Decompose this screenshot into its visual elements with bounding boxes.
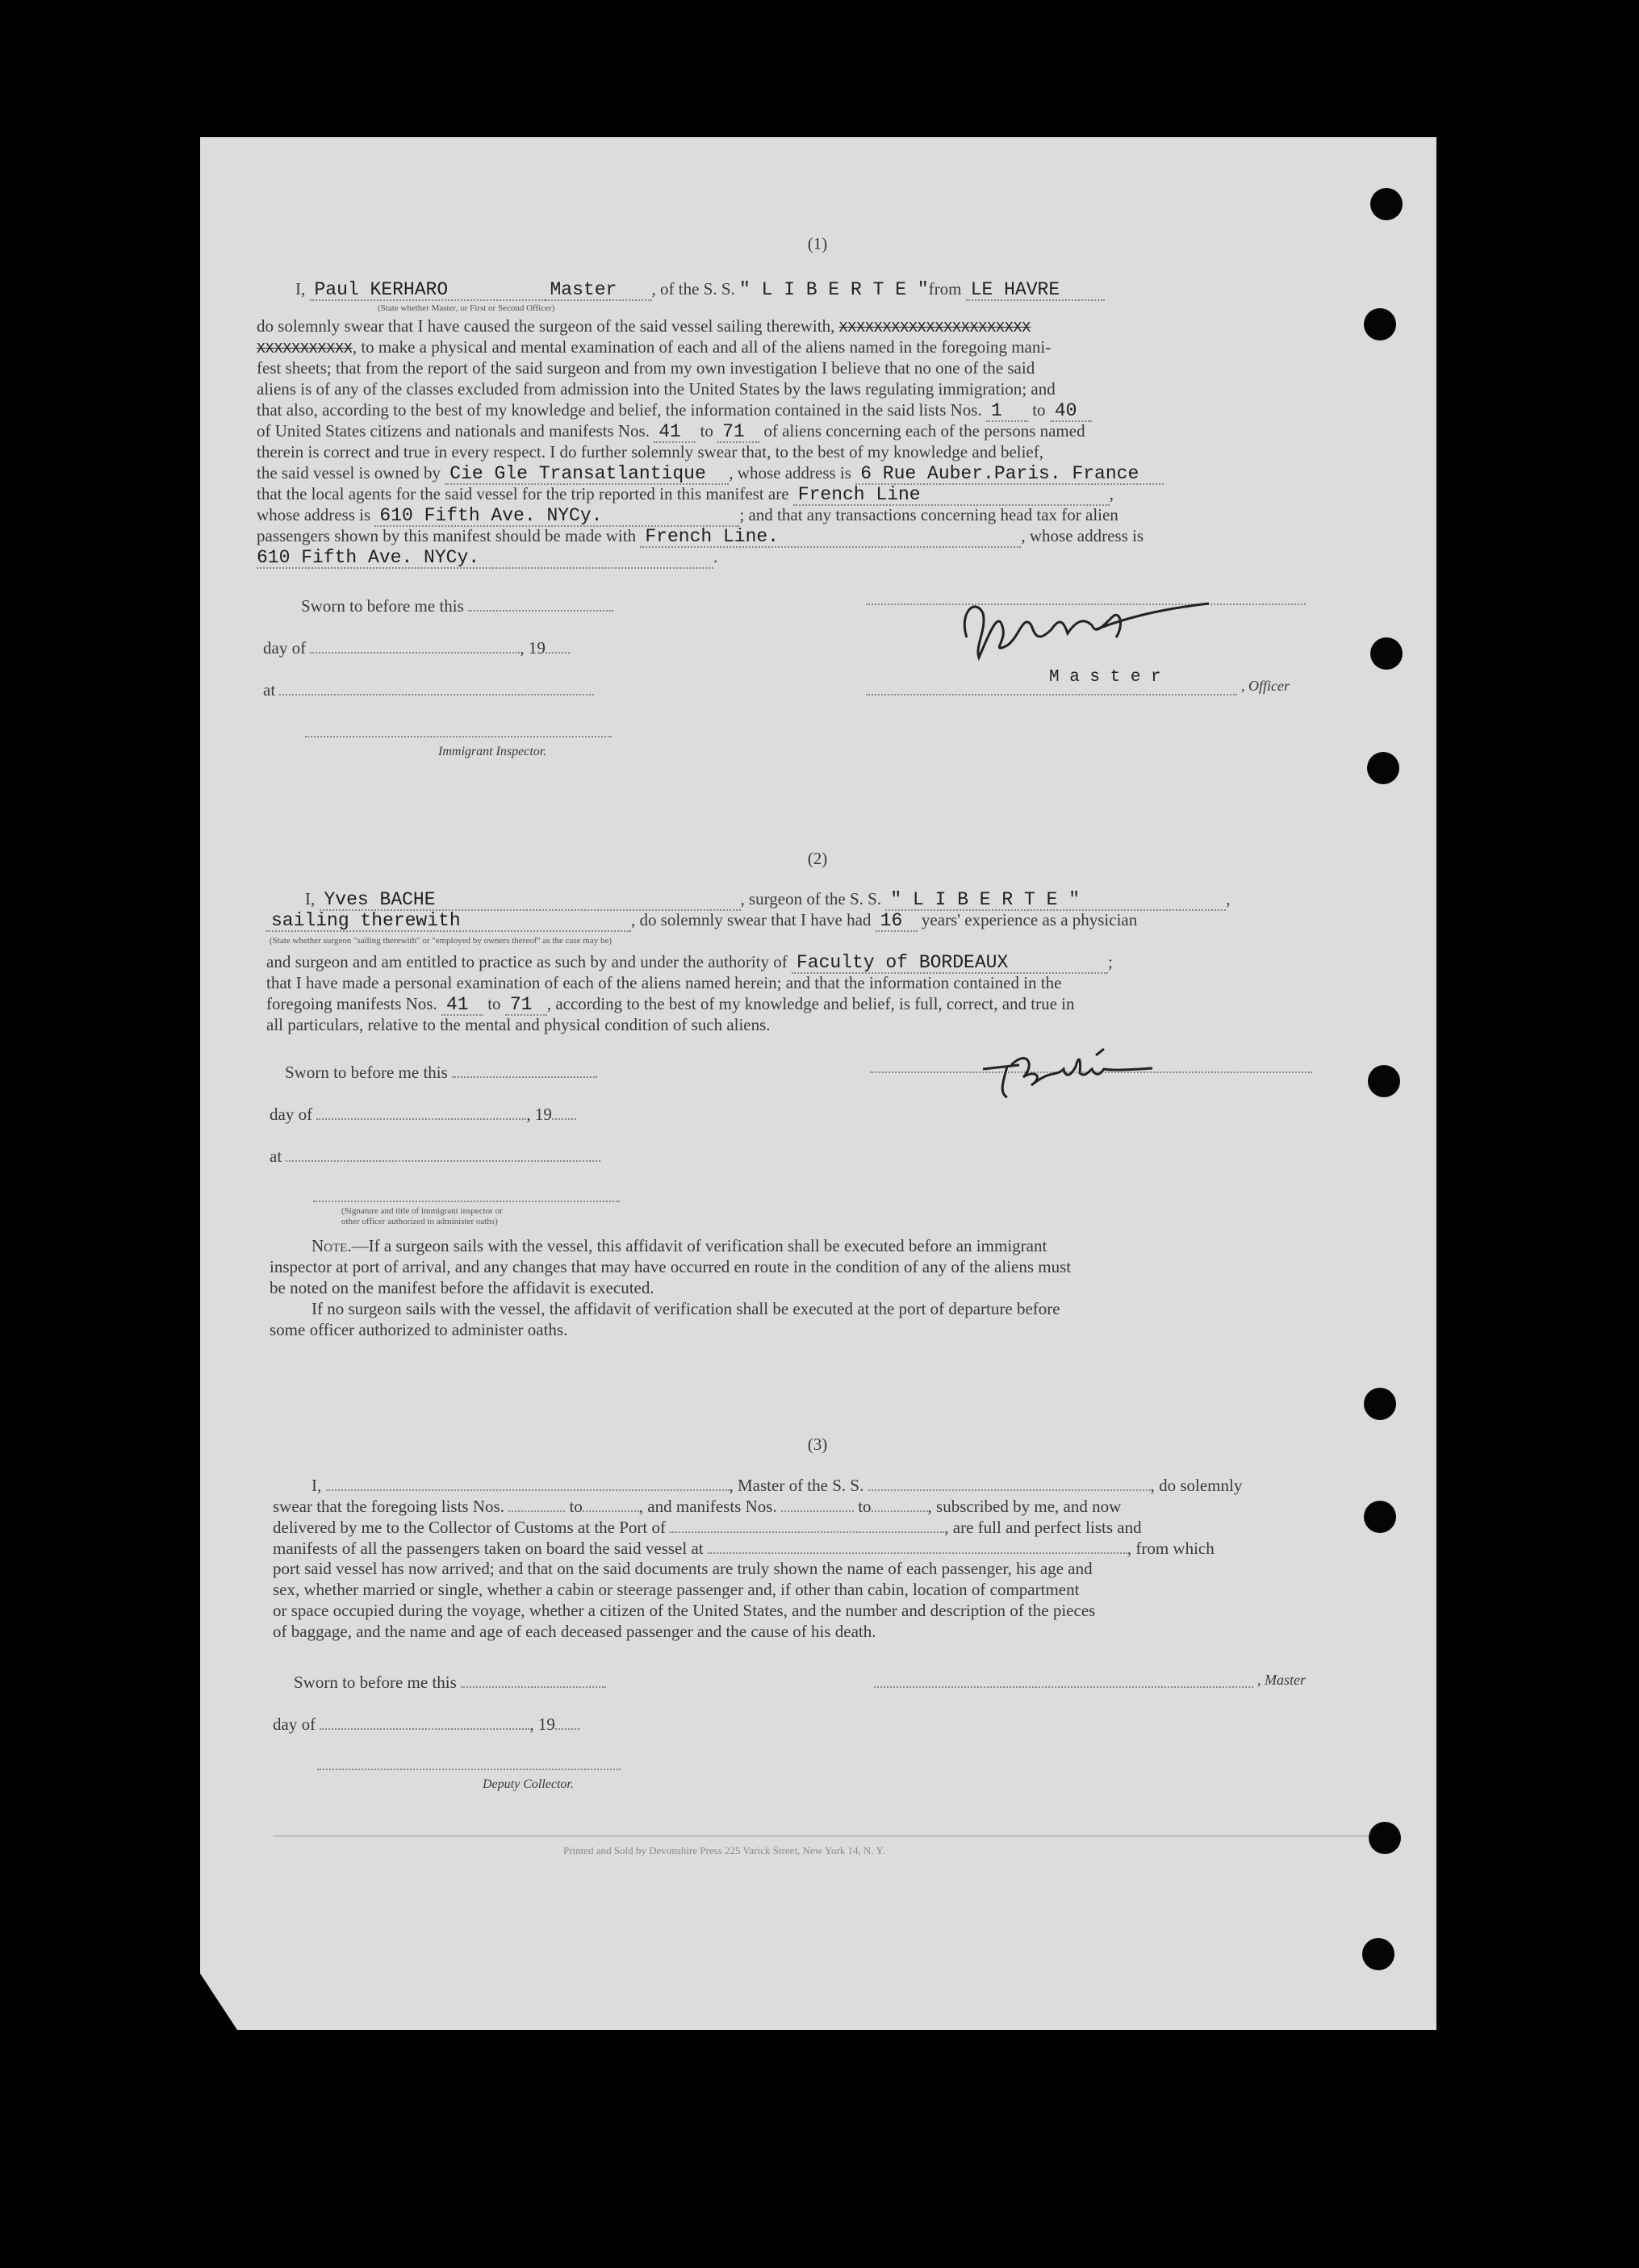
agents-field: French Line: [793, 485, 1110, 506]
s2-sig-note-1: (Signature and title of immigrant inspector or: [341, 1206, 503, 1216]
s2-text-b: and surgeon and am entitled to practice as such by and under the authority of: [266, 952, 788, 971]
struck-text-2: XXXXXXXXXXX: [257, 341, 353, 357]
s1-para-h: [257, 463, 1164, 485]
punch-hole: [1362, 1938, 1394, 1970]
s2-text-d2: , according to the best of my knowledge and belief, is full, correct, and true in: [546, 994, 1075, 1013]
punch-hole: [1368, 1065, 1400, 1097]
lists-from-field: 1: [986, 401, 1028, 422]
headtax-address-field: 610 Fifth Ave. NYCy.: [257, 548, 713, 569]
s1-to-2: to: [700, 421, 713, 441]
s3-text-4: manifests of all the passengers taken on board the said vessel at: [273, 1539, 704, 1558]
s2-text-e: all particulars, relative to the mental and physical condition of such aliens.: [266, 1015, 771, 1034]
s3-text-1b: , Master of the S. S.: [729, 1476, 864, 1495]
officer-label: , Officer: [1241, 678, 1290, 694]
s3-text-1a: I,: [311, 1476, 322, 1495]
owner-field: Cie Gle Transatlantique: [445, 464, 729, 485]
note-text-5: some officer authorized to administer oaths.: [270, 1320, 568, 1339]
collector-label: Deputy Collector.: [483, 1777, 574, 1791]
s1-text-f: of United States citizens and nationals and manifests Nos.: [257, 421, 650, 441]
manifests-to-field: 71: [717, 422, 759, 443]
s1-text-e: that also, according to the best of my knowledge and belief, the information contained in the said lists Nos.: [257, 400, 982, 420]
punch-hole: [1370, 637, 1403, 670]
surgeon-name-field: Yves BACHE: [320, 890, 741, 911]
punch-hole: [1370, 188, 1403, 220]
s3-master-line: [874, 1686, 1253, 1688]
s3-line-3: [273, 1517, 1142, 1537]
s1-from-word: from: [928, 279, 962, 299]
agents-address-field: 610 Fifth Ave. NYCy.: [374, 506, 739, 527]
s2-line-manifests: [266, 994, 1075, 1016]
s1-text-g: therein is correct and true in every respect. I do further solemnly swear that, to the best of my knowledge and belief,: [257, 442, 1043, 462]
s3-text-5: port said vessel has now arrived; and that on the said documents are truly shown the name of each passenger, his age and: [273, 1559, 1093, 1578]
section-2-number: (2): [807, 849, 828, 868]
s3-text-4b: , from which: [1127, 1539, 1215, 1558]
folded-corner: [200, 1974, 237, 2030]
s2-surgeon-of: , surgeon of the S. S.: [740, 889, 882, 908]
headtax-field: French Line.: [640, 527, 1021, 548]
note-line-1: [311, 1236, 1047, 1255]
s3-text-3b: , are full and perfect lists and: [944, 1518, 1142, 1537]
s1-nineteen: , 19: [520, 638, 546, 658]
s3-text-8: of baggage, and the name and age of each deceased passenger and the cause of his death.: [273, 1622, 876, 1641]
s2-line-sailing: [266, 910, 1137, 932]
s2-officer-line: [313, 1201, 620, 1202]
s3-text-2d: to: [858, 1497, 872, 1516]
s3-day-text: day of: [273, 1715, 316, 1734]
s2-text-a: , do solemnly swear that I have had: [631, 910, 872, 929]
s1-sworn-text: Sworn to before me this: [301, 596, 464, 616]
s2-manifests-from-field: 41: [441, 995, 483, 1016]
s1-text-h2: , whose address is: [729, 463, 851, 482]
section-1-number: (1): [807, 234, 828, 253]
s2-text-d: foregoing manifests Nos.: [266, 994, 437, 1013]
s2-sworn: [285, 1062, 597, 1082]
s3-text-2b: to: [569, 1497, 583, 1516]
s1-sworn: [301, 595, 613, 616]
s3-text-1c: , do solemnly: [1150, 1476, 1243, 1495]
s1-para-a: [257, 316, 1031, 338]
port-field: LE HAVRE: [966, 280, 1105, 301]
inspector-line: [305, 736, 612, 737]
s1-text-i: that the local agents for the said vessel for the trip reported in this manifest are: [257, 484, 789, 503]
rank-field: Master: [546, 280, 652, 301]
s2-text-c: that I have made a personal examination of each of the aliens named herein; and that the information contained in the: [266, 973, 1062, 992]
s3-text-2e: , subscribed by me, and now: [927, 1497, 1122, 1516]
s3-text-3a: delivered by me to the Collector of Customs at the Port of: [273, 1518, 666, 1537]
s1-text-h: the said vessel is owned by: [257, 463, 441, 482]
rank-note: (State whether Master, or First or Second Officer): [378, 303, 555, 313]
lists-to-field: 40: [1050, 401, 1092, 422]
punch-hole: [1364, 1388, 1396, 1420]
s1-to-1: to: [1032, 400, 1046, 420]
s2-sworn-text: Sworn to before me this: [285, 1063, 448, 1082]
s3-text-2a: swear that the foregoing lists Nos.: [273, 1497, 504, 1516]
note-text-3: be noted on the manifest before the affidavit is executed.: [270, 1278, 654, 1297]
s1-role-line: [866, 694, 1237, 695]
collector-line: [317, 1769, 621, 1770]
note-text-4: If no surgeon sails with the vessel, the affidavit of verification shall be executed at the port of departure before: [311, 1299, 1060, 1318]
punch-hole: [1364, 308, 1396, 340]
s1-para-f: [257, 421, 1085, 443]
manifests-from-field: 41: [654, 422, 696, 443]
s3-sworn-text: Sworn to before me this: [294, 1673, 457, 1692]
section-3-number: (3): [807, 1435, 828, 1454]
signer-role: M a s t e r: [1049, 668, 1161, 687]
s2-day-text: day of: [270, 1105, 313, 1124]
s2-line-surgeon: I, Yves BACHE , surgeon of the S. S. " L I B E R T E " ,: [305, 889, 1231, 910]
s2-manifests-to-field: 71: [505, 995, 547, 1016]
manifest-page: [200, 137, 1436, 2030]
sailing-note: (State whether surgeon "sailing therewith" or "employed by owners thereof" as the case may be): [270, 936, 613, 946]
s1-text-k2: , whose address is: [1021, 526, 1144, 545]
s1-day-text: day of: [263, 638, 307, 658]
s1-of-ss: , of the S. S.: [651, 279, 735, 299]
s1-text-d: aliens is of any of the classes excluded from admission into the United States by the laws regulating immigration; and: [257, 379, 1056, 399]
s1-para-b: [257, 337, 1051, 359]
punch-hole: [1369, 1822, 1401, 1854]
s2-at-text: at: [270, 1147, 282, 1166]
s2-day: [270, 1104, 576, 1124]
s2-sig-note-2: other officer authorized to administer oaths): [341, 1217, 498, 1226]
owner-address-field: 6 Rue Auber.Paris. France: [855, 464, 1164, 485]
s2-to: to: [487, 994, 501, 1013]
s2-text-a2: years' experience as a physician: [921, 910, 1138, 929]
note-text-2: inspector at port of arrival, and any changes that may have occurred en route in the condition of any of the aliens must: [270, 1257, 1072, 1276]
s3-text-6: sex, whether married or single, whether a cabin or steerage passenger and, if other than cabin, location of compartment: [273, 1580, 1080, 1599]
struck-text-1: XXXXXXXXXXXXXXXXXXXXXX: [838, 320, 1031, 336]
master-signature: [943, 581, 1209, 670]
s3-line-1: [311, 1475, 1242, 1495]
surgeon-signature: [975, 1033, 1160, 1105]
printer-imprint: Printed and Sold by Devonshire Press 225 Varick Street, New York 14, N. Y.: [563, 1844, 885, 1857]
s2-nineteen: , 19: [526, 1105, 552, 1124]
master-name-field: Paul KERHARO: [310, 280, 546, 301]
s2-line-authority: and surgeon and am entitled to practice as such by and under the authority of Faculty of BORDEAUX ;: [266, 952, 1113, 973]
s1-para-i: that the local agents for the said vessel for the trip reported in this manifest are French Line ,: [257, 484, 1114, 505]
s1-text-b: , to make a physical and mental examination of each and all of the aliens named in the foregoing mani-: [352, 337, 1052, 357]
s1-text-f2: of aliens concerning each of the persons named: [763, 421, 1085, 441]
s1-i: I,: [295, 279, 306, 299]
inspector-label: Immigrant Inspector.: [438, 745, 547, 758]
s1-at: [263, 679, 594, 700]
sailing-field: sailing therewith: [266, 911, 631, 932]
s1-at-text: at: [263, 680, 276, 700]
s1-day: [263, 637, 570, 658]
s1-para-k: [257, 526, 1144, 548]
s3-day: [273, 1714, 579, 1734]
s1-para-l: 610 Fifth Ave. NYCy. .: [257, 547, 718, 568]
s1-para-j: [257, 505, 1118, 527]
note-text-1: —If a surgeon sails with the vessel, this affidavit of verification shall be executed before an immigrant: [351, 1236, 1047, 1255]
s2-ship-field: " L I B E R T E ": [885, 890, 1226, 911]
s3-sworn: [294, 1672, 606, 1692]
s1-para-e: [257, 400, 1092, 422]
s3-master-label: , Master: [1257, 1672, 1306, 1688]
years-field: 16: [876, 911, 918, 932]
note-label: Note.: [311, 1236, 352, 1255]
s1-text-k: passengers shown by this manifest should be made with: [257, 526, 637, 545]
s3-line-2: [273, 1496, 1121, 1516]
s1-line-master: [295, 279, 1105, 301]
s3-line-4: [273, 1538, 1215, 1558]
s1-text-j2: ; and that any transactions concerning head tax for alien: [739, 505, 1118, 524]
s1-text-c: fest sheets; that from the report of the said surgeon and from my own investigation I believe that no one of the said: [257, 358, 1035, 378]
s3-text-7: or space occupied during the voyage, whether a citizen of the United States, and the number and description of the pieces: [273, 1601, 1096, 1620]
s2-at: [270, 1146, 600, 1166]
s3-nineteen: , 19: [529, 1715, 555, 1734]
authority-field: Faculty of BORDEAUX: [792, 953, 1108, 974]
punch-hole: [1364, 1501, 1396, 1533]
punch-hole: [1367, 752, 1399, 784]
s3-text-2c: , and manifests Nos.: [638, 1497, 777, 1516]
s1-text-j: whose address is: [257, 505, 371, 524]
s1-text-a: do solemnly swear that I have caused the surgeon of the said vessel sailing therewith,: [257, 316, 835, 336]
ship-name-field: " L I B E R T E ": [739, 279, 929, 300]
s2-i: I,: [305, 889, 316, 908]
